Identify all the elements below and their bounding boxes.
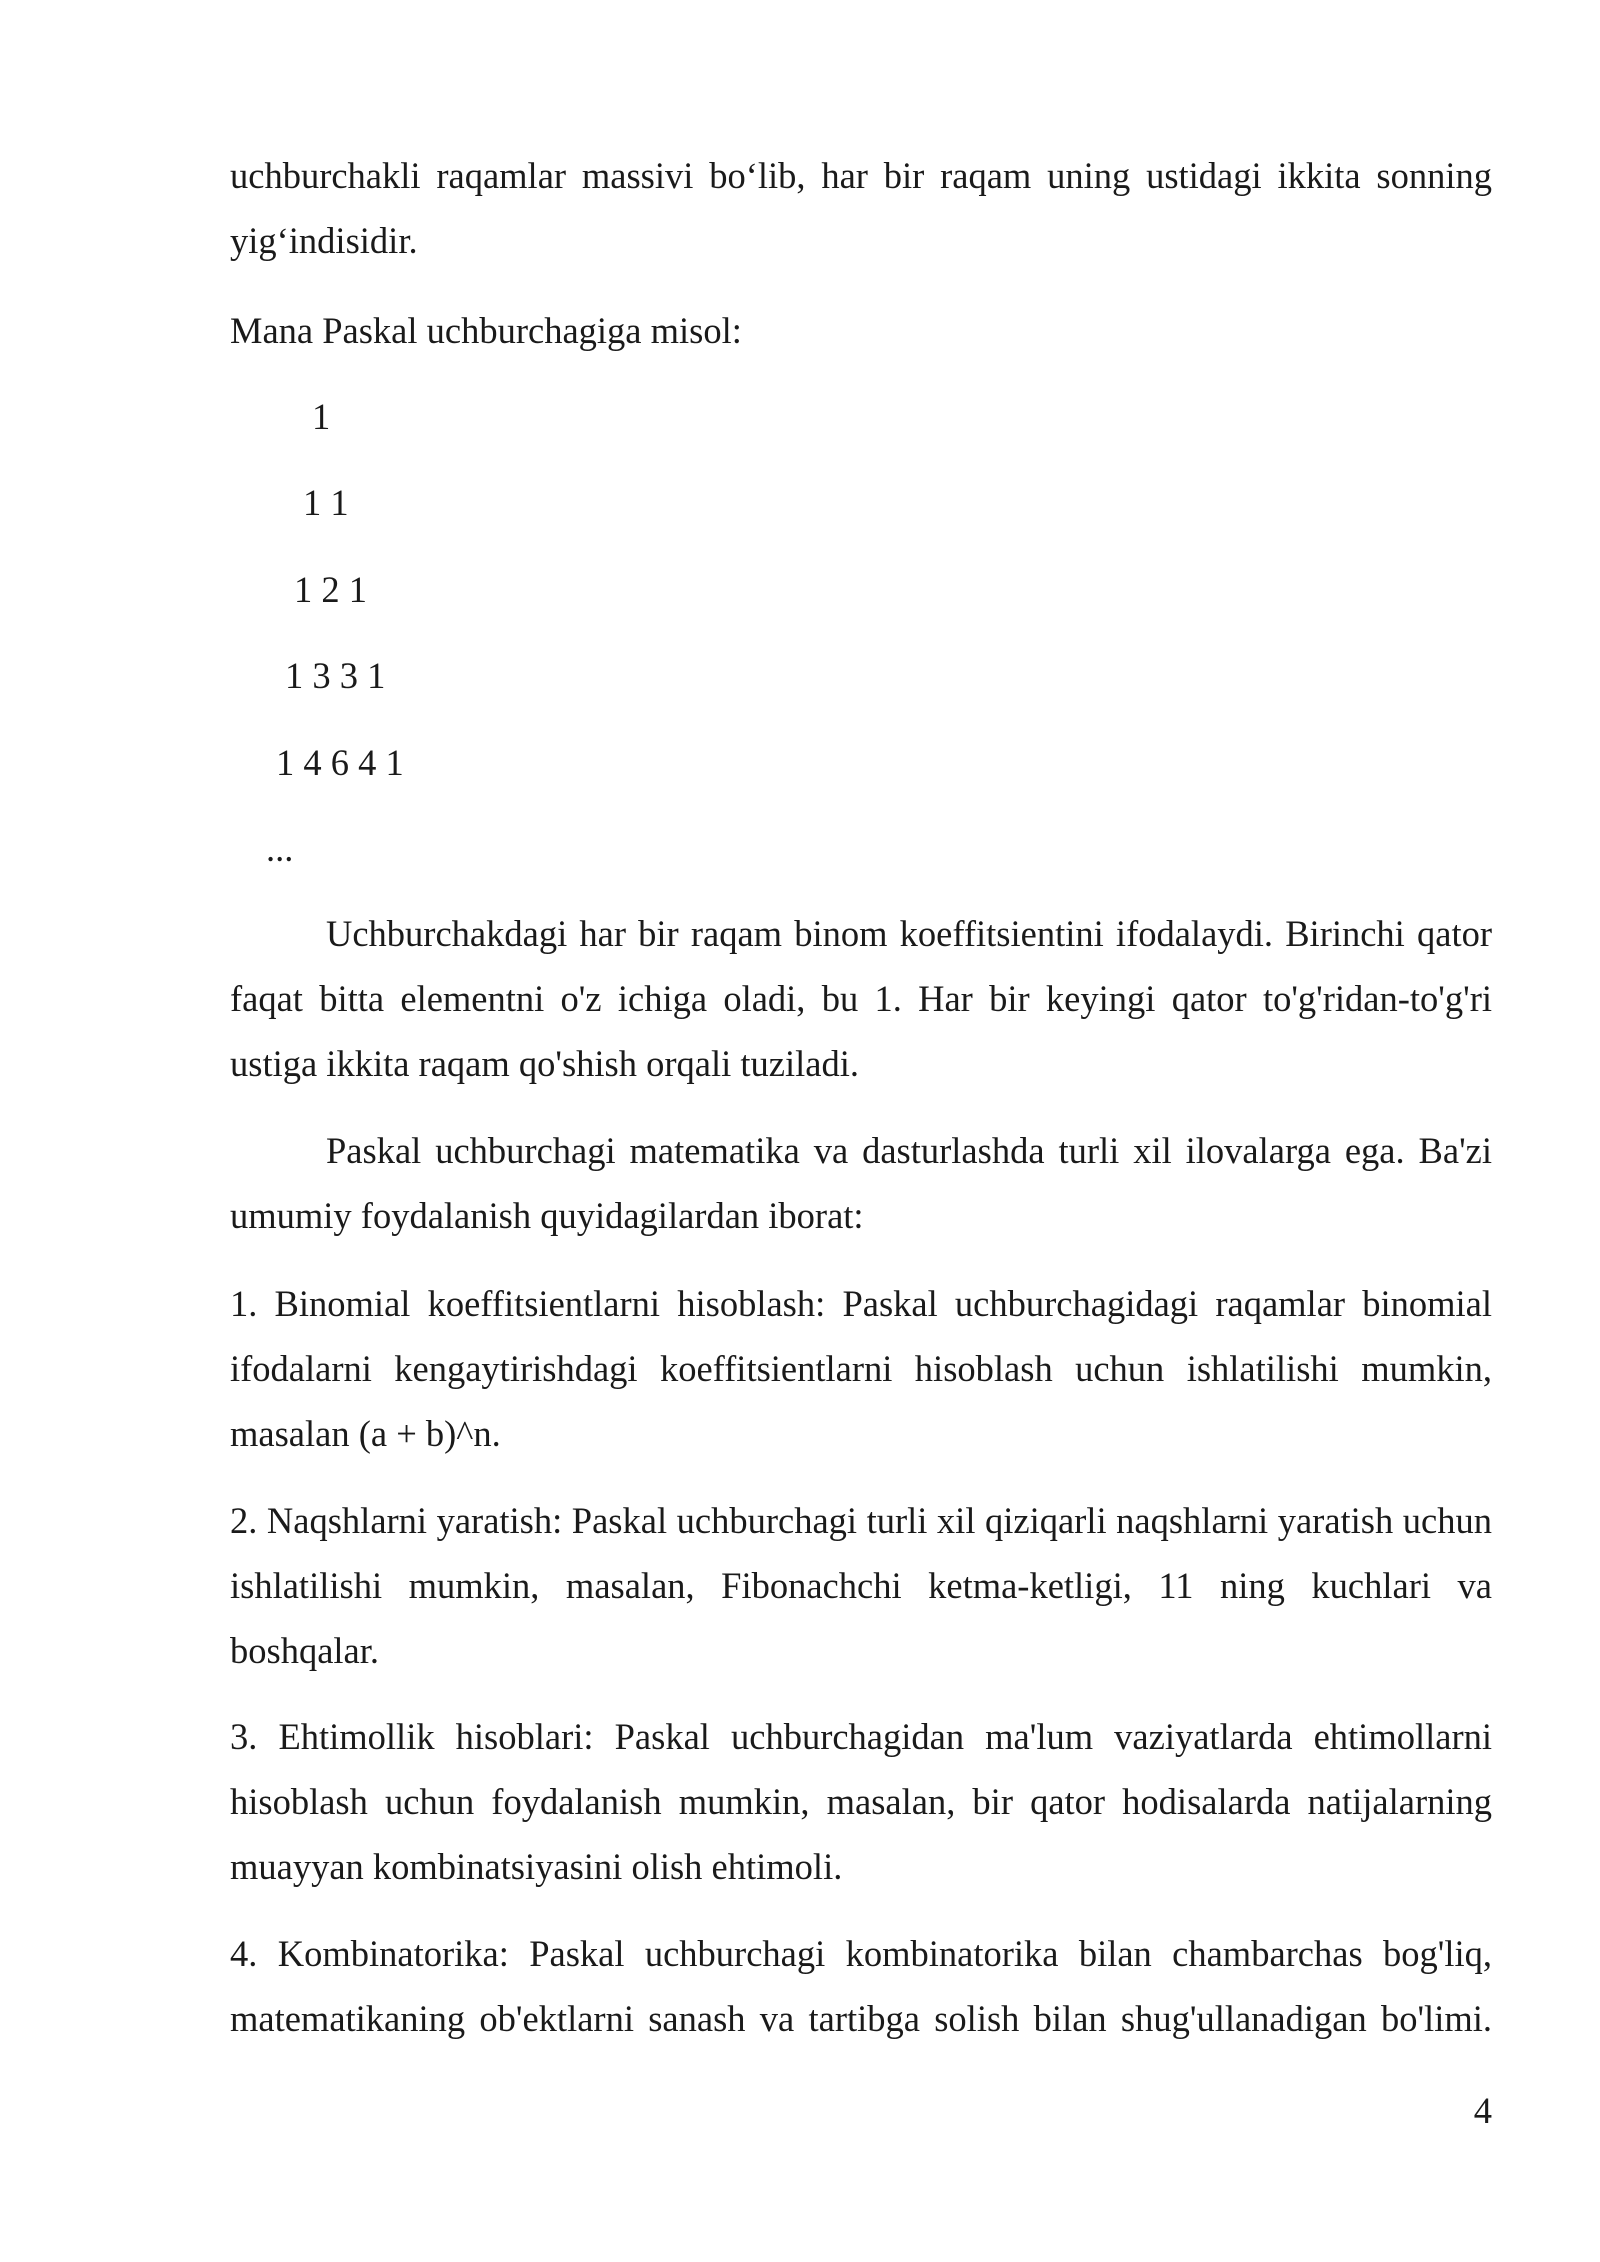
triangle-ellipsis: ...	[266, 828, 294, 869]
list-item-4: 4. Kombinatorika: Paskal uchburchagi kombinatorika bilan chambarchas bog'liq, matematikaning ob'ektlarni sanash va tartibga solish bilan shug'ullanadigan bo'limi.	[230, 1933, 1492, 2039]
triangle-row-1: 1	[312, 396, 331, 437]
triangle-row-4: 1 3 3 1	[285, 655, 386, 696]
intro-paragraph: uchburchakli raqamlar massivi bo‘lib, har bir raqam uning ustidagi ikkita sonning yig‘indisidir.	[230, 155, 1492, 261]
paragraph-binomial: Uchburchakdagi har bir raqam binom koeffitsientini ifodalaydi. Birinchi qator faqat bitta elementni o'z ichiga oladi, bu 1. Har bir keyingi qator to'g'ridan-to'g'ri ustiga ikkita raqam qo'shish orqali tuziladi.	[230, 913, 1492, 1084]
triangle-row-3: 1 2 1	[294, 569, 367, 610]
triangle-row-2: 1 1	[303, 482, 349, 523]
list-item-3: 3. Ehtimollik hisoblari: Paskal uchburchagidan ma'lum vaziyatlarda ehtimollarni hisoblash uchun foydalanish mumkin, masalan, bir qator hodisalarda natijalarning muayyan kombinatsiyasini olish ehtimoli.	[230, 1716, 1492, 1887]
list-item-2: 2. Naqshlarni yaratish: Paskal uchburchagi turli xil qiziqarli naqshlarni yaratish uchun ishlatilishi mumkin, masalan, Fibonachchi ketma-ketligi, 11 ning kuchlari va boshqalar.	[230, 1500, 1492, 1671]
example-heading: Mana Paskal uchburchagiga misol:	[230, 310, 742, 351]
page-number: 4	[1473, 2090, 1492, 2131]
paragraph-applications: Paskal uchburchagi matematika va dasturlashda turli xil ilovalarga ega. Ba'zi umumiy foydalanish quyidagilardan iborat:	[230, 1130, 1492, 1236]
list-item-1: 1. Binomial koeffitsientlarni hisoblash: Paskal uchburchagidagi raqamlar binomial ifodalarni kengaytirishdagi koeffitsientlarni hisoblash uchun ishlatilishi mumkin, masalan (a + b)^n.	[230, 1283, 1492, 1454]
triangle-row-5: 1 4 6 4 1	[276, 742, 404, 783]
